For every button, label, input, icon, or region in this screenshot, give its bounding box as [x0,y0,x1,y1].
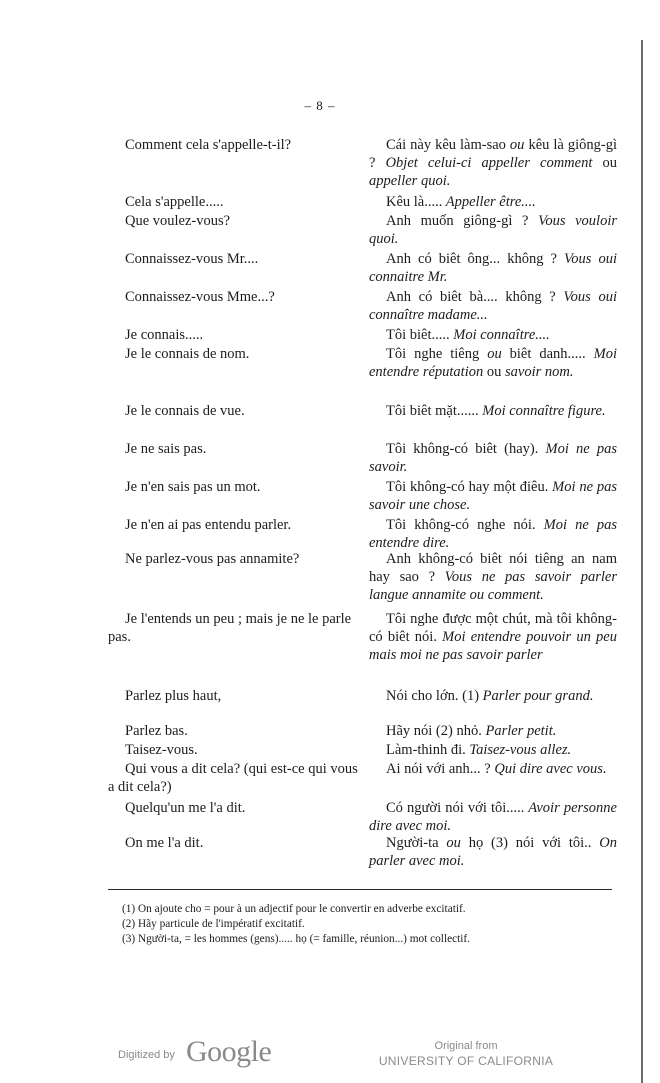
annamite-translation [369,610,617,664]
literal-gloss: Vous ne pas savoir parler langue annamite ou comment. [369,569,617,603]
original-from-label: Original from [434,1040,498,1052]
french-phrase: Je n'en sais pas un mot. [125,479,261,495]
literal-gloss: appeller quoi. [369,173,451,189]
vietnamese-text: Ai nói với anh... ? [386,761,491,777]
annamite-translation [369,326,617,344]
literal-gloss: Objet celui-ci appeller comment [375,155,593,171]
annamite-translation [369,550,617,604]
literal-gloss: Parler petit. [481,723,557,739]
literal-gloss: Qui dire avec vous. [490,761,607,777]
literal-gloss: On parler avec moi. [369,835,617,869]
vietnamese-text: Anh muốn giông-gì ? [386,213,529,229]
annamite-translation [369,760,617,778]
french-phrase: Je connais..... [125,327,204,343]
vietnamese-text: ou [592,155,617,171]
literal-gloss: Moi entendre pouvoir un peu mais moi ne pas savoir parler [369,629,617,663]
literal-gloss: Avoir personne dire avec moi. [369,800,617,834]
french-phrase: Parlez bas. [125,723,188,739]
french-phrase: Taisez-vous. [125,742,198,758]
french-phrase: Je le connais de nom. [125,346,250,362]
university-label: UNIVERSITY OF CALIFORNIA [378,1054,554,1068]
vietnamese-text: Anh không-có biêt nói tiêng an nam hay sao ? [369,551,617,585]
french-phrase: Je l'entends un peu ; mais je ne le parle pas. [108,611,352,645]
french-phrase: Quelqu'un me l'a dit. [125,800,246,816]
vietnamese-text: Anh có biêt bà.... không ? [386,289,556,305]
literal-gloss: Moi ne pas savoir. [369,441,617,475]
vietnamese-text: Tôi biêt..... [386,327,450,343]
annamite-translation [369,834,617,870]
vietnamese-text: Tôi không-có hay một điêu. [386,479,549,495]
french-phrase: On me l'a dit. [125,835,204,851]
literal-gloss: Vous oui connaître madame... [369,289,617,323]
annamite-translation [369,478,617,514]
annamite-translation [369,799,617,835]
annamite-translation [369,440,617,476]
vietnamese-text: Tôi biêt mặt...... [386,403,479,419]
vietnamese-text: Làm-thinh đi. [386,742,466,758]
google-logo: Google [186,1035,272,1068]
vietnamese-text: ou [483,364,505,380]
annamite-translation [369,687,617,705]
french-phrase: Je le connais de vue. [125,403,245,419]
vietnamese-text: Nói cho lớn. (1) [386,688,480,704]
vietnamese-text: Tôi không-có nghe nói. [386,517,536,533]
vietnamese-text: Tôi nghe được một chút, mà tôi không-có biêt nói. [369,611,617,645]
literal-gloss: Moi entendre réputation [369,346,617,380]
annamite-translation [369,193,617,211]
vietnamese-text: biêt danh..... [509,346,586,362]
literal-gloss: ou [505,137,529,153]
footnotes [122,902,622,947]
annamite-translation [369,136,617,190]
annamite-translation [369,722,617,740]
annamite-translation [369,741,617,759]
vietnamese-text: Kêu là..... [386,194,443,210]
literal-gloss: Appeller être.... [442,194,536,210]
footnote-3: (3) Người-ta, = les hommes (gens)..... họ (= famille, réunion...) mot collectif. [122,933,470,945]
vietnamese-text: Người-ta [386,835,439,851]
literal-gloss: Moi connaître.... [449,327,550,343]
annamite-translation [369,288,617,324]
vietnamese-text: Tôi nghe tiêng [386,346,480,362]
french-phrase: Qui vous a dit cela? (qui est-ce qui vous a dit cela?) [108,761,358,795]
vietnamese-text: Có người nói với tôi..... [386,800,525,816]
french-phrase: Ne parlez-vous pas annamite? [125,551,300,567]
literal-gloss: Moi connaître figure. [478,403,606,419]
digitized-by-label: Digitized by [118,1049,175,1061]
annamite-translation [369,516,617,552]
annamite-translation [369,212,617,248]
literal-gloss: ou [479,346,510,362]
french-phrase: Comment cela s'appelle-t-il? [125,137,292,153]
french-phrase: Connaissez-vous Mme...? [125,289,275,305]
literal-gloss: Moi ne pas entendre dire. [369,517,617,551]
page-number: – 8 – [304,98,336,113]
annamite-translation [369,345,617,381]
french-phrase: Connaissez-vous Mr.... [125,251,259,267]
literal-gloss: Parler pour grand. [479,688,594,704]
vietnamese-text: Cái này kêu làm-sao [386,137,506,153]
footnote-1: (1) On ajoute cho = pour à un adjectif pour le convertir en adverbe excitatif. [122,903,466,915]
footnote-rule [108,889,612,890]
vietnamese-text: Anh có biêt ông... không ? [386,251,557,267]
literal-gloss: Moi ne pas savoir une chose. [369,479,618,513]
literal-gloss: savoir nom. [504,364,574,380]
french-phrase: Je n'en ai pas entendu parler. [125,517,292,533]
page-edge-rule [641,40,643,1083]
literal-gloss: Vous oui connaitre Mr. [369,251,617,285]
vietnamese-text: kêu là giông-gì ? [369,137,617,171]
literal-gloss: ou [438,835,469,851]
vietnamese-text: Hãy nói (2) nhỏ. [386,723,482,739]
vietnamese-text: Tôi không-có biêt (hay). [386,441,539,457]
footnote-2: (2) Hãy particule de l'impératif excitatif. [122,918,305,930]
annamite-translation [369,250,617,286]
annamite-translation [369,402,617,420]
french-phrase: Parlez plus haut, [125,688,222,704]
french-phrase: Que voulez-vous? [125,213,231,229]
literal-gloss: Taisez-vous allez. [465,742,572,758]
vietnamese-text: họ (3) nói với tôi.. [468,835,592,851]
literal-gloss: Vous vouloir quoi. [369,213,618,247]
french-phrase: Je ne sais pas. [125,441,207,457]
french-phrase: Cela s'appelle..... [125,194,224,210]
